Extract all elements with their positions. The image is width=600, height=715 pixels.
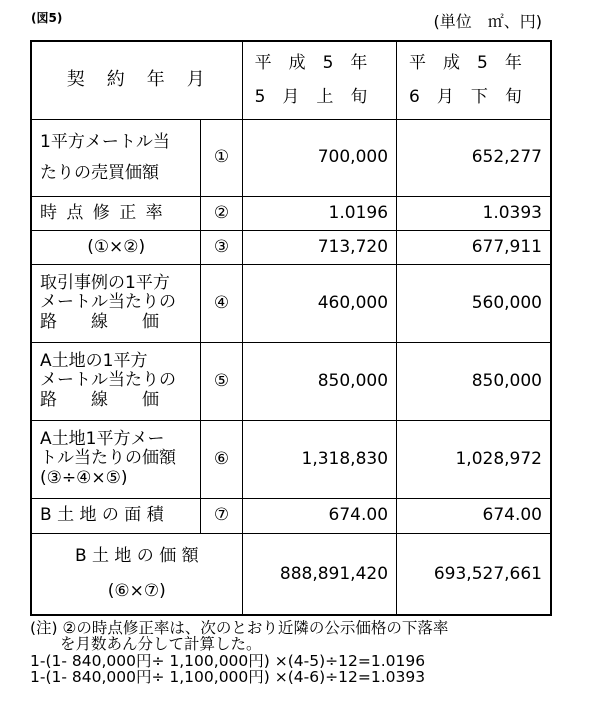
header-col-b-line2: 6 月 下 旬 <box>409 87 522 108</box>
value-col-b: 693,527,661 <box>397 533 551 615</box>
row-number: ③ <box>201 230 242 264</box>
row-label: A土地1平方メー トル当たりの価額 (③÷④×⑤) <box>31 420 201 498</box>
row-label: B 土 地 の 面 積 <box>31 498 201 533</box>
table-row <box>31 264 551 342</box>
value-col-a: 460,000 <box>242 264 396 342</box>
value-col-a: 674.00 <box>242 498 396 533</box>
row-number: ④ <box>201 264 242 342</box>
valuation-table <box>30 40 552 616</box>
value-col-a: 850,000 <box>242 342 396 420</box>
footnote-line1: (注) ②の時点修正率は、次のとおり近隣の公示価格の下落率 <box>30 619 449 637</box>
value-col-a: 888,891,420 <box>242 533 396 615</box>
unit-label: (単位 ㎡、円) <box>433 12 542 31</box>
row-label: 時 点 修 正 率 <box>31 196 201 230</box>
header-col-a-line1: 平 成 5 年 <box>254 52 368 73</box>
table-row <box>31 196 551 230</box>
header-col-b-line1: 平 成 5 年 <box>409 52 522 73</box>
header-col-a <box>242 41 396 119</box>
value-col-a: 700,000 <box>242 119 396 196</box>
value-col-a: 1,318,830 <box>242 420 396 498</box>
value-col-b: 674.00 <box>397 498 551 533</box>
row-label: 1平方メートル当 たりの売買価額 <box>31 119 201 196</box>
figure-label: (図5) <box>31 11 63 25</box>
value-col-b: 652,277 <box>397 119 551 196</box>
table-row <box>31 420 551 498</box>
header-contract-period: 契 約 年 月 <box>31 41 242 119</box>
value-col-b: 560,000 <box>397 264 551 342</box>
row-number: ⑤ <box>201 342 242 420</box>
row-label: B 土 地 の 価 額 (⑥×⑦) <box>31 533 242 615</box>
table-row-total <box>31 533 551 615</box>
footnote <box>30 620 575 685</box>
value-col-b: 677,911 <box>397 230 551 264</box>
footnote-formula1: 1-(1- 840,000円÷ 1,100,000円) ×(4-5)÷12=1.0196 <box>30 651 426 670</box>
row-label: 取引事例の1平方 メートル当たりの 路 線 価 <box>31 264 201 342</box>
table-row <box>31 498 551 533</box>
value-col-b: 1,028,972 <box>397 420 551 498</box>
footnote-formula2: 1-(1- 840,000円÷ 1,100,000円) ×(4-6)÷12=1.0393 <box>30 667 426 686</box>
header-col-b <box>397 41 551 119</box>
value-col-a: 713,720 <box>242 230 396 264</box>
row-number: ⑦ <box>201 498 242 533</box>
value-col-b: 850,000 <box>397 342 551 420</box>
table-row <box>31 230 551 264</box>
table-row <box>31 119 551 196</box>
row-number: ① <box>201 119 242 196</box>
header-row <box>31 41 551 119</box>
table-row <box>31 342 551 420</box>
row-number: ⑥ <box>201 420 242 498</box>
value-col-a: 1.0196 <box>242 196 396 230</box>
row-label: (①×②) <box>31 230 201 264</box>
footnote-line2: を月数あん分して計算した。 <box>60 635 262 654</box>
value-col-b: 1.0393 <box>397 196 551 230</box>
row-label: A土地の1平方 メートル当たりの 路 線 価 <box>31 342 201 420</box>
row-number: ② <box>201 196 242 230</box>
header-col-a-line2: 5 月 上 旬 <box>254 87 368 108</box>
